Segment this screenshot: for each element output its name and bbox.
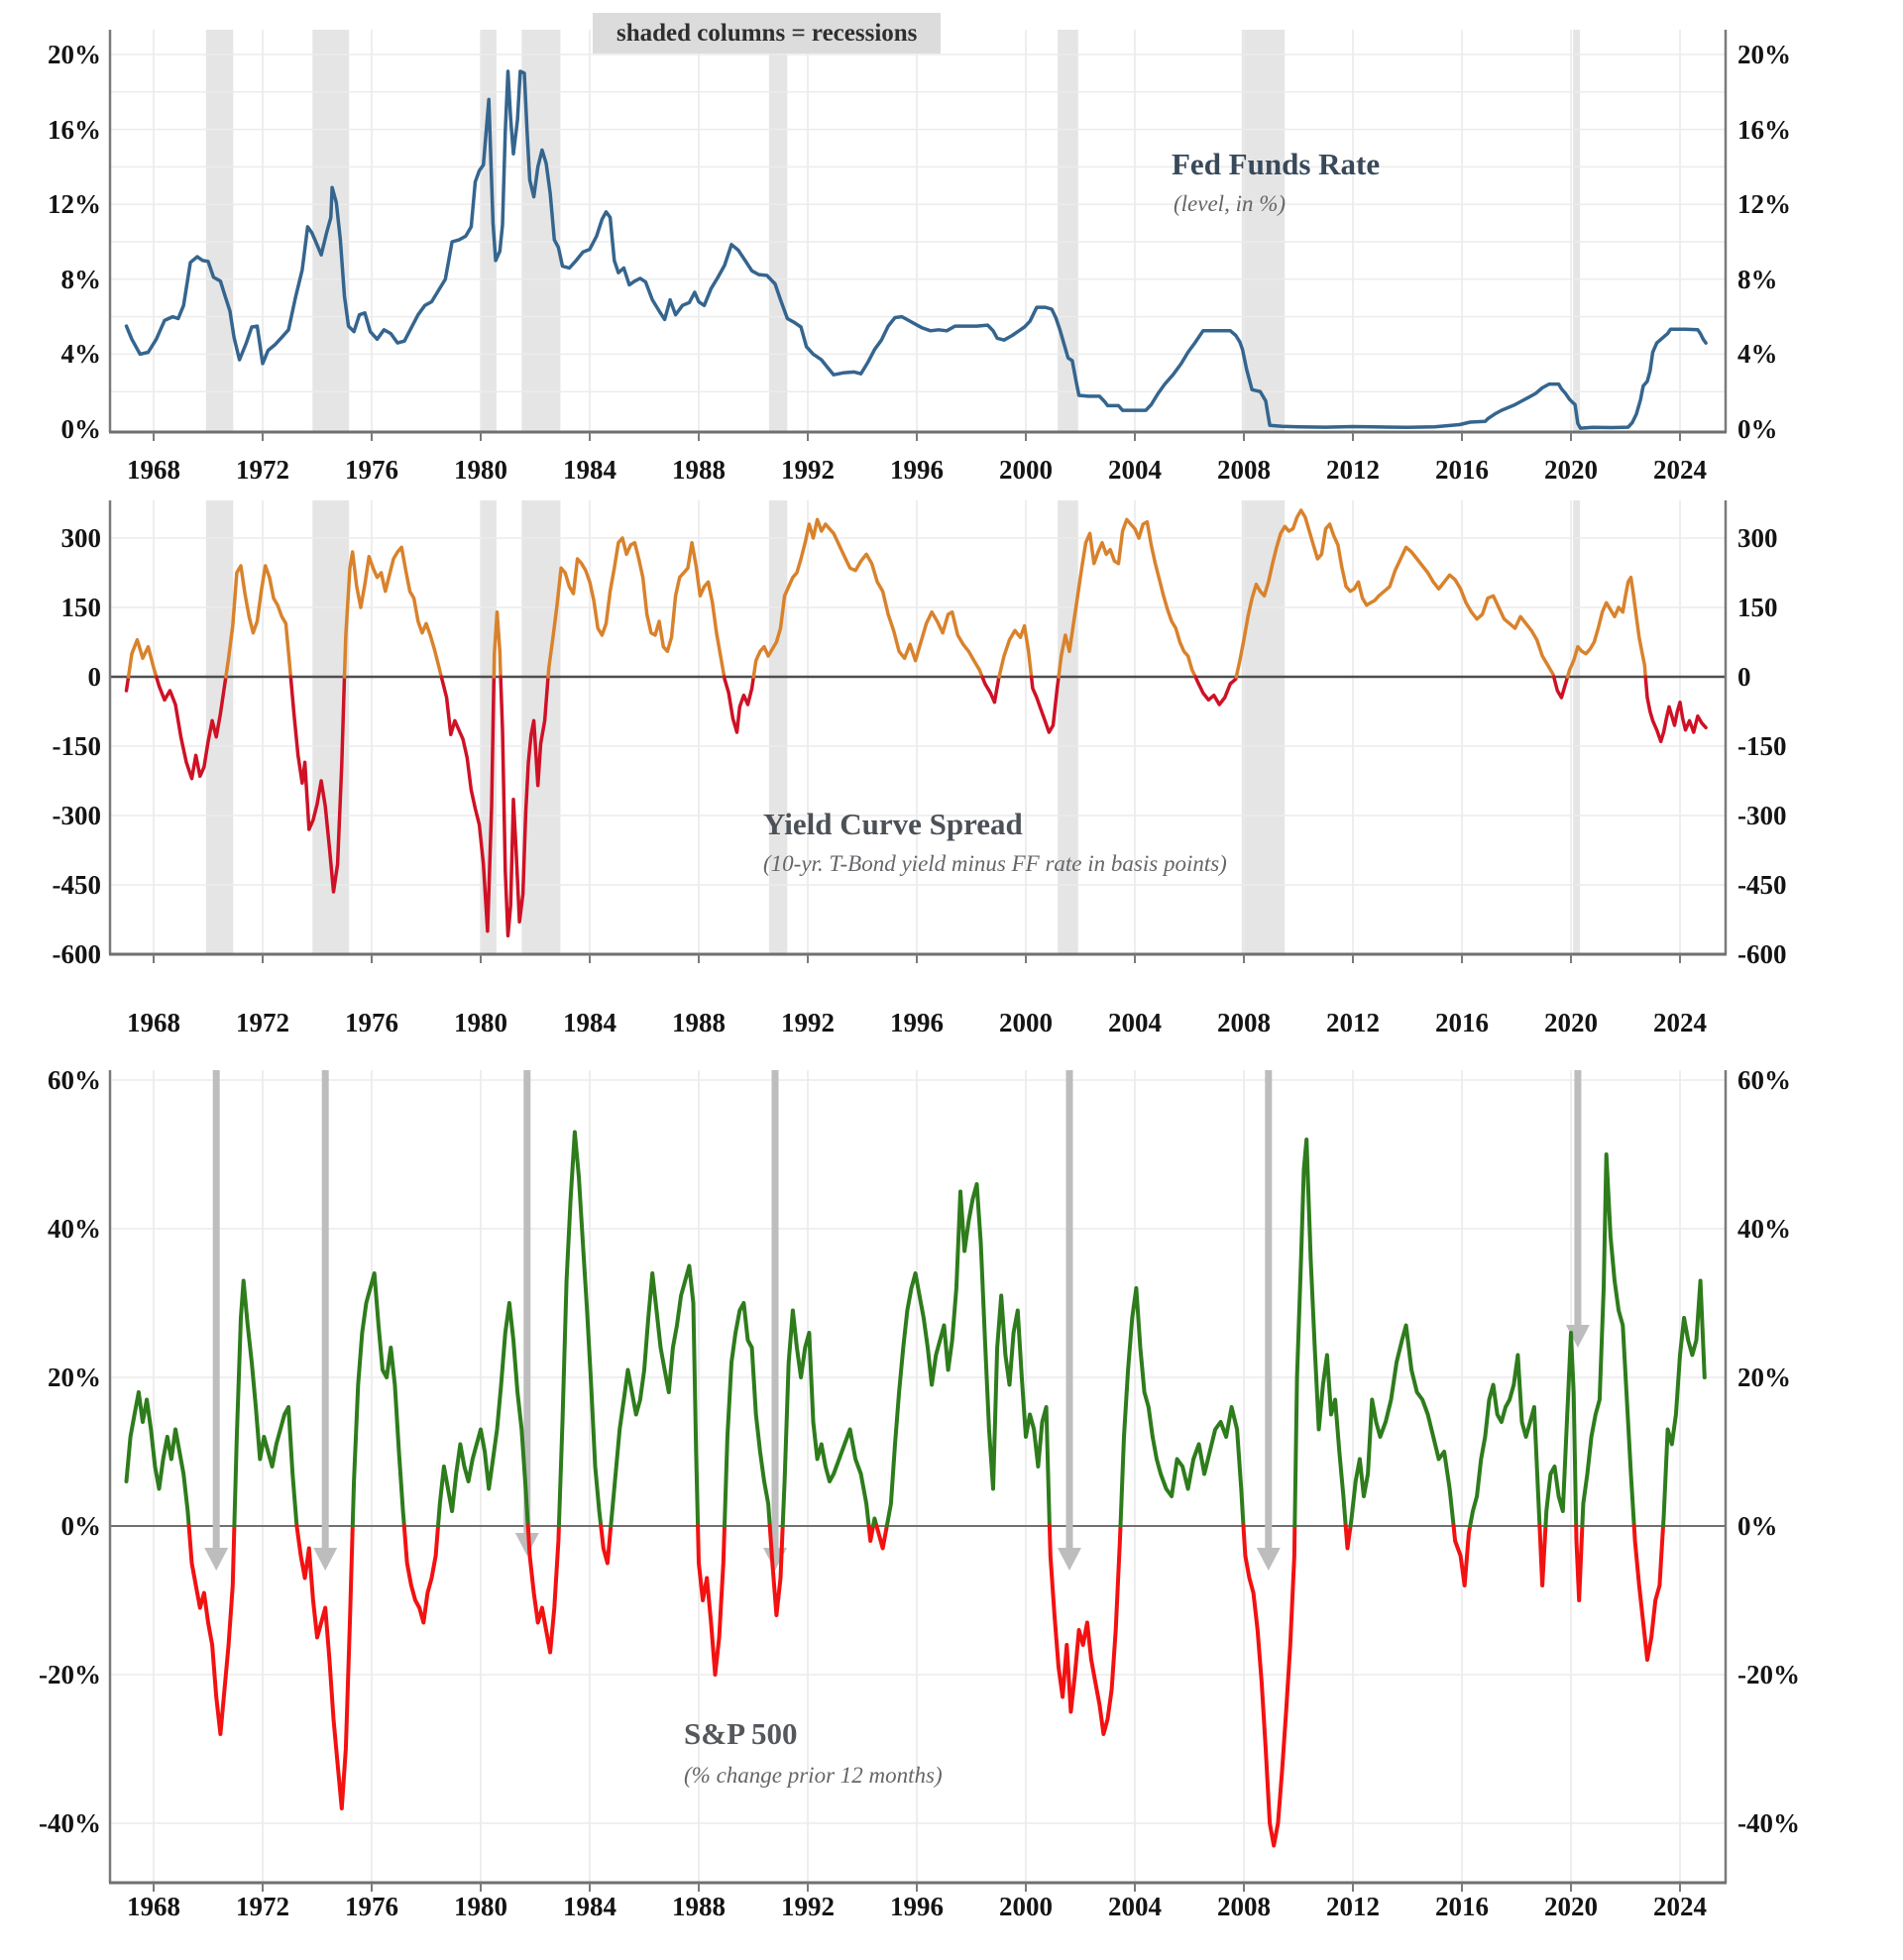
y-axis-tick-label-left: 0	[87, 662, 101, 692]
x-axis-tick-label: 2016	[1435, 1892, 1489, 1921]
fed-funds-rate-subtitle: (level, in %)	[1174, 191, 1287, 216]
x-axis-tick-label: 1984	[563, 1008, 616, 1037]
sp500_pct_change_prior_12_months-line	[1346, 1526, 1351, 1549]
y-axis-tick-label-left: 0%	[60, 414, 101, 444]
sp500_pct_change_prior_12_months-line	[127, 1392, 189, 1526]
y-axis-tick-label-right: 8%	[1737, 265, 1778, 294]
y-axis-tick-label-right: 0%	[1737, 1511, 1778, 1541]
y-axis-tick-label-right: 4%	[1737, 339, 1778, 369]
x-axis-tick-label: 2012	[1326, 1008, 1380, 1037]
x-axis-tick-label: 1976	[345, 1892, 398, 1921]
y-axis-tick-label-left: 0%	[60, 1511, 101, 1541]
recession-arrow-shaft	[1574, 1070, 1581, 1325]
sp500_pct_change_prior_12_months-line	[1539, 1526, 1545, 1585]
yield_curve_spread_bps-line	[345, 547, 442, 677]
sp500_pct_change_prior_12_months-line	[601, 1526, 611, 1564]
yield_curve_spread_bps-line	[1645, 677, 1706, 741]
sp500-title: S&P 500	[684, 1716, 798, 1751]
yield_curve_spread_bps-line	[1195, 677, 1236, 705]
y-axis-tick-label-left: 150	[60, 593, 101, 622]
sp500_pct_change_prior_12_months-line	[234, 1281, 296, 1527]
x-axis-tick-label: 1968	[127, 455, 180, 485]
sp500_pct_change_prior_12_months-line	[1576, 1526, 1582, 1600]
x-axis-tick-label: 1968	[127, 1892, 180, 1921]
recession-arrow-shaft	[322, 1070, 329, 1548]
y-axis-tick-label-left: 8%	[60, 265, 101, 294]
yield_curve_spread_bps-line	[127, 677, 129, 691]
x-axis-tick-label: 2024	[1653, 455, 1707, 485]
sp500_pct_change_prior_12_months-line	[1470, 1356, 1539, 1527]
yield_curve_spread_bps-line	[129, 640, 157, 677]
x-axis-tick-label: 2020	[1544, 1892, 1598, 1921]
x-axis-tick-label: 2008	[1217, 1892, 1271, 1921]
x-axis-tick-label: 1980	[454, 1008, 507, 1037]
y-axis-tick-label-right: 60%	[1737, 1065, 1791, 1095]
sp500_pct_change_prior_12_months-line	[1351, 1326, 1454, 1527]
recession-arrow-head	[313, 1548, 337, 1571]
x-axis-tick-label: 1988	[672, 1008, 726, 1037]
x-axis-tick-label: 2016	[1435, 1008, 1489, 1037]
fed-funds-rate-title: Fed Funds Rate	[1172, 147, 1381, 181]
yield_curve_spread_bps-line	[1554, 677, 1568, 698]
y-axis-tick-label-left: 20%	[48, 1362, 101, 1392]
recession-arrow-head	[204, 1548, 228, 1571]
y-axis-tick-label-right: -40%	[1737, 1808, 1800, 1838]
y-axis-tick-label-right: -150	[1737, 731, 1787, 761]
y-axis-tick-label-right: -20%	[1737, 1660, 1800, 1689]
x-axis-tick-label: 2000	[999, 1892, 1053, 1921]
x-axis-tick-label: 1996	[890, 1008, 944, 1037]
x-axis-tick-label: 2008	[1217, 455, 1271, 485]
y-axis-tick-label-left: 60%	[48, 1065, 101, 1095]
y-axis-tick-label-left: 300	[60, 523, 101, 553]
sp500_pct_change_prior_12_months-line	[438, 1303, 528, 1526]
y-axis-tick-label-left: 12%	[48, 189, 101, 219]
sp500_pct_change_prior_12_months-line	[611, 1266, 698, 1527]
x-axis-tick-label: 2020	[1544, 1008, 1598, 1037]
sp500_pct_change_prior_12_months-line	[876, 1526, 886, 1549]
x-axis-tick-label: 1976	[345, 455, 398, 485]
y-axis-tick-label-left: 20%	[48, 40, 101, 69]
yield_curve_spread_bps-line	[226, 566, 290, 677]
x-axis-tick-label: 2004	[1108, 1892, 1162, 1921]
recession-arrow-shaft	[1265, 1070, 1272, 1548]
y-axis-tick-label-left: -450	[52, 870, 101, 900]
sp500_pct_change_prior_12_months-line	[1244, 1526, 1295, 1846]
x-axis-tick-label: 2000	[999, 455, 1053, 485]
x-axis-tick-label: 1984	[563, 455, 616, 485]
yield_curve_spread_bps-line	[494, 612, 501, 677]
sp500_pct_change_prior_12_months-line	[1634, 1526, 1663, 1660]
y-axis-tick-label-right: 20%	[1737, 40, 1791, 69]
y-axis-tick-label-right: 0	[1737, 662, 1751, 692]
x-axis-tick-label: 1988	[672, 455, 726, 485]
sp500_pct_change_prior_12_months-line	[783, 1311, 869, 1527]
x-axis-tick-label: 2024	[1653, 1008, 1707, 1037]
sp500_pct_change_prior_12_months-line	[869, 1526, 873, 1541]
y-axis-tick-label-left: 4%	[60, 339, 101, 369]
y-axis-tick-label-right: 40%	[1737, 1214, 1791, 1244]
y-axis-tick-label-right: -600	[1737, 939, 1787, 969]
x-axis-tick-label: 1984	[563, 1892, 616, 1921]
sp500_pct_change_prior_12_months-line	[1121, 1288, 1244, 1526]
yield_curve_spread_bps-line	[725, 677, 754, 732]
x-axis-tick-label: 1976	[345, 1008, 398, 1037]
yield-curve-spread-subtitle: (10-yr. T-Bond yield minus FF rate in basis points)	[763, 851, 1227, 876]
x-axis-tick-label: 1980	[454, 1892, 507, 1921]
x-axis-tick-label: 1996	[890, 1892, 944, 1921]
y-axis-tick-label-right: 300	[1737, 523, 1778, 553]
x-axis-tick-label: 1972	[236, 1008, 289, 1037]
x-axis-tick-label: 2000	[999, 1008, 1053, 1037]
y-axis-tick-label-left: -300	[52, 801, 101, 830]
recession-legend-note: shaded columns = recessions	[593, 13, 941, 54]
sp500_pct_change_prior_12_months-line	[559, 1133, 601, 1527]
x-axis-tick-label: 1988	[672, 1892, 726, 1921]
sp500_pct_change_prior_12_months-line	[1050, 1526, 1121, 1734]
x-axis-tick-label: 2016	[1435, 455, 1489, 485]
x-axis-tick-label: 1992	[781, 455, 835, 485]
sp500_pct_change_prior_12_months-line	[1294, 1140, 1345, 1526]
x-axis-tick-label: 1992	[781, 1008, 835, 1037]
x-axis-tick-label: 2008	[1217, 1008, 1271, 1037]
y-axis-tick-label-left: -150	[52, 731, 101, 761]
x-axis-tick-label: 2020	[1544, 455, 1598, 485]
x-axis-tick-label: 1980	[454, 455, 507, 485]
x-axis-tick-label: 1972	[236, 455, 289, 485]
x-axis-tick-label: 2012	[1326, 1892, 1380, 1921]
y-axis-tick-label-left: 16%	[48, 115, 101, 145]
recession-arrow-shaft	[213, 1070, 220, 1548]
y-axis-tick-label-left: -40%	[39, 1808, 101, 1838]
sp500_pct_change_prior_12_months-line	[404, 1526, 438, 1623]
y-axis-tick-label-left: 40%	[48, 1214, 101, 1244]
y-axis-tick-label-right: 16%	[1737, 115, 1791, 145]
yield_curve_spread_bps-line	[753, 519, 982, 677]
y-axis-tick-label-right: -450	[1737, 870, 1787, 900]
sp500_pct_change_prior_12_months-line	[353, 1273, 404, 1526]
y-axis-tick-label-right: 150	[1737, 593, 1778, 622]
x-axis-tick-label: 2012	[1326, 455, 1380, 485]
x-axis-tick-label: 2004	[1108, 1008, 1162, 1037]
yield_curve_spread_bps-line	[1059, 519, 1195, 677]
x-axis-tick-label: 1996	[890, 455, 944, 485]
y-axis-tick-label-right: 0%	[1737, 414, 1778, 444]
x-axis-tick-label: 1972	[236, 1892, 289, 1921]
y-axis-tick-label-right: 20%	[1737, 1362, 1791, 1392]
x-axis-tick-label: 2004	[1108, 455, 1162, 485]
y-axis-tick-label-right: -300	[1737, 801, 1787, 830]
sp500-subtitle: (% change prior 12 months)	[684, 1763, 943, 1788]
sp500_pct_change_prior_12_months-line	[1582, 1154, 1633, 1526]
recession-arrow-shaft	[772, 1070, 779, 1548]
recession-arrow-head	[1257, 1548, 1281, 1571]
y-axis-tick-label-left: -20%	[39, 1660, 101, 1689]
x-axis-tick-label: 1968	[127, 1008, 180, 1037]
recession-arrow-head	[1058, 1548, 1081, 1571]
y-axis-tick-label-left: -600	[52, 939, 101, 969]
sp500_pct_change_prior_12_months-line	[1663, 1281, 1705, 1527]
recession-arrow-shaft	[1066, 1070, 1073, 1548]
x-axis-tick-label: 2024	[1653, 1892, 1707, 1921]
sp500_pct_change_prior_12_months-line	[698, 1526, 725, 1675]
yield_curve_spread_bps-line	[1032, 677, 1060, 732]
y-axis-tick-label-right: 12%	[1737, 189, 1791, 219]
yield_curve_spread_bps-line	[982, 677, 999, 703]
sp500_pct_change_prior_12_months-line	[725, 1303, 770, 1526]
yield-curve-spread-title: Yield Curve Spread	[763, 807, 1023, 841]
x-axis-tick-label: 1992	[781, 1892, 835, 1921]
